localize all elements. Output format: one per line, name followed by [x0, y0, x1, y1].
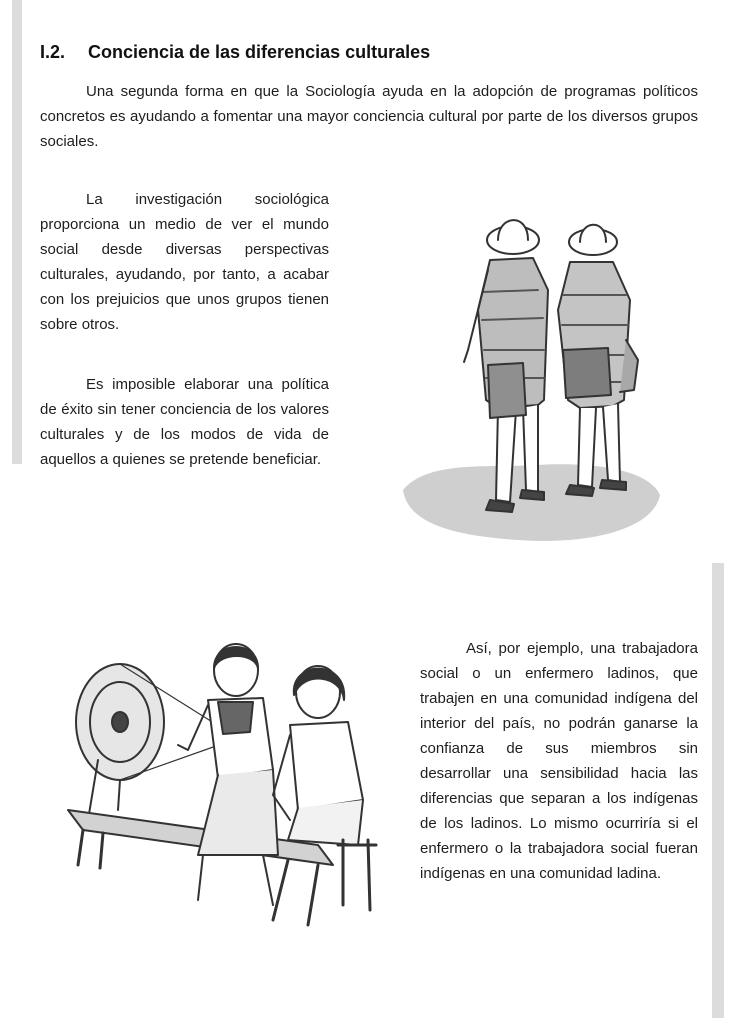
section-number: I.2. — [40, 41, 66, 62]
paragraph-research: La investigación sociológica proporciona un medio de ver el mundo social desde diversas perspectivas culturales, ayudando, por tanto, a acabar con los prejuicios que unos grupos tienen sobre otros. — [40, 191, 329, 333]
illustration-two-men — [398, 200, 663, 555]
section-title: Conciencia de las diferencias culturales — [88, 41, 431, 62]
paragraph-intro: Una segunda forma en que la Sociología ayuda en la adopción de programas políticos concretos es ayudando a fomentar una mayor conciencia cultural por parte de los diversos grupos sociales. — [40, 83, 698, 150]
paragraph-policy: Es imposible elaborar una política de éxito sin tener conciencia de los valores culturales y de los modos de vida de aquellos a quienes se pretende beneficiar. — [40, 376, 329, 468]
left-margin-bar — [12, 0, 22, 464]
paragraph-example: Así, por ejemplo, una trabajadora social o un enfermero ladinos, que trabajen en una comunidad indígena del interior del país, no podrán ganarse la confianza de sus miembros sin desarrollar una sensibilidad hacia las diferencias que separan a los indígenas de los ladinos. Lo mismo ocurriría si el enfermero o la trabajadora social fueran indígenas en una comunidad ladina. — [420, 640, 698, 882]
illustration-spinning-wheel — [58, 640, 418, 935]
section-heading — [40, 42, 430, 63]
right-margin-bar — [712, 563, 724, 1018]
